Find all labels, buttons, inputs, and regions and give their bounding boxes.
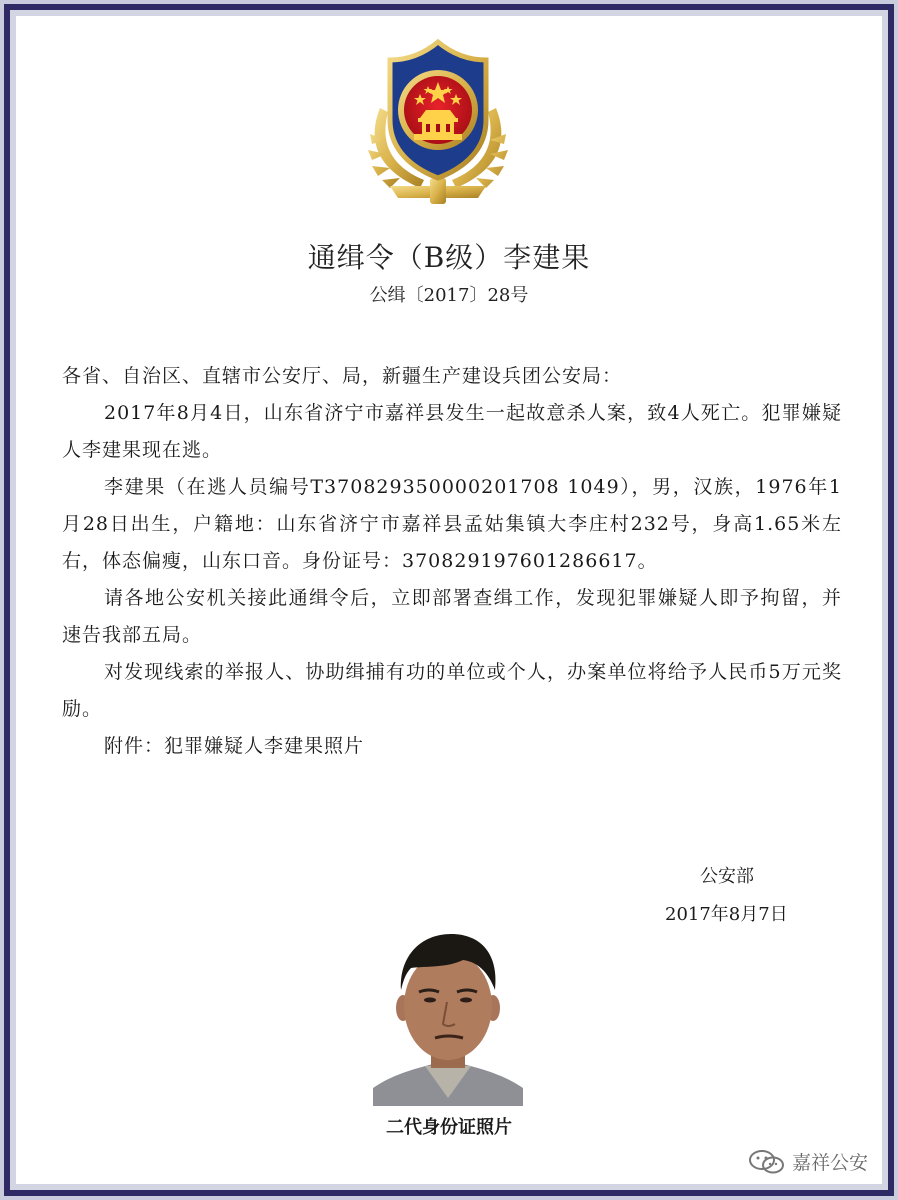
wechat-icon [748,1149,786,1175]
signature-org: 公安部 [700,866,754,887]
paragraph-reward: 对发现线索的举报人、协助缉捕有功的单位或个人，办案单位将给予人民币5万元奖励。 [62,661,842,720]
suspect-photo [373,928,523,1106]
police-emblem-icon [360,38,516,206]
photo-caption: 二代身份证照片 [386,1117,512,1138]
account-watermark [748,1148,868,1175]
recipients-line: 各省、自治区、直辖市公安厅、局，新疆生产建设兵团公安局： [62,365,623,387]
signature-date: 2017年8月7日 [665,904,788,925]
paragraph-instructions: 请各地公安机关接此通缉令后，立即部署查缉工作，发现犯罪嫌疑人即予拘留，并速告我部五局。 [62,587,842,646]
document-title: 通缉令（B级）李建果 [307,241,591,274]
paragraph-case: 2017年8月4日，山东省济宁市嘉祥县发生一起故意杀人案，致4人死亡。犯罪嫌疑人李建果现在逃。 [62,402,842,461]
paragraph-attachment: 附件：犯罪嫌疑人李建果照片 [104,735,365,757]
watermark-label: 嘉祥公安 [791,1152,868,1174]
paragraph-suspect-details: 李建果（在逃人员编号T370829350000201708 1049），男，汉族，1976年1月28日出生，户籍地：山东省济宁市嘉祥县孟姑集镇大李庄村232号，身高1.65米左右，体态偏瘦，山东口音。身份证号：370829197601286617。 [62,476,842,572]
document-number: 公缉〔2017〕28号 [369,285,529,306]
